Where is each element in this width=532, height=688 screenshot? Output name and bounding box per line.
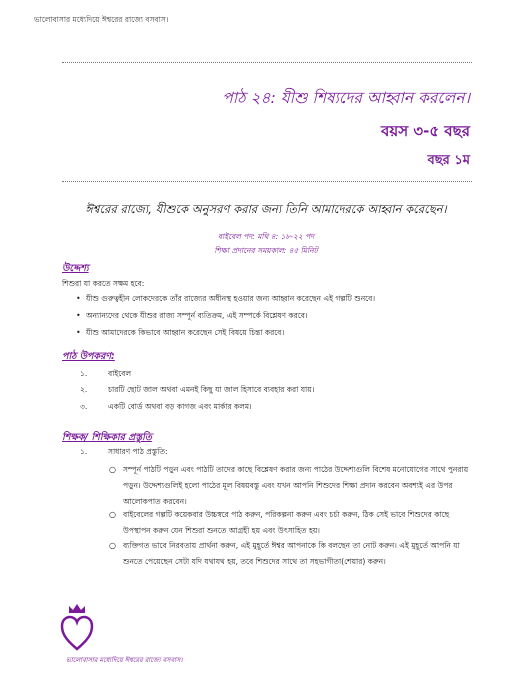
materials-heading: পাঠ উপকরণ: [62, 351, 115, 362]
bible-verse: বাইবেল পদ: মথি ৪: ১৮-২২ পদ [217, 232, 315, 241]
circle-bullet-icon: ○ [109, 465, 116, 474]
bullet-icon: • [76, 294, 81, 303]
bullet-icon: • [76, 311, 81, 320]
material-item: ১. বাইবেল [80, 369, 132, 378]
age-range: বয়স ৩-৫ বছর [381, 122, 470, 140]
footer-text: ভালোবাসার মধ্যেদিয়ে ঈশ্বরের রাজ্যে বসবাস। [66, 656, 183, 664]
preparation-heading: শিক্ষক/ শিক্ষিকার প্রস্তুতি [62, 432, 152, 443]
lesson-theme: ঈশ্বরের রাজ্যে, যীশুকে অনুসরণ করার জন্য তিনি আমাদেরকে আহ্বান করেছেন। [85, 202, 447, 216]
lesson-title: পাঠ ২৪: যীশু শিষ্যদের আহ্বান করলেন। [222, 89, 470, 107]
objectives-intro: শিশুরা যা করতে সক্ষম হবে: [62, 279, 145, 288]
divider-middle [62, 181, 472, 182]
objectives-heading: উদ্দেশ্য [62, 263, 89, 274]
objective-item: • যীশু গুরুত্বহীন লোকদেরকে তাঁর রাজ্যের অধীনস্থ হওয়ার জন্য আহ্বান করেছেন এই গল্পটি শুনবে। [76, 294, 376, 303]
year-label: বছর ১ম [427, 153, 470, 168]
divider-top [62, 62, 472, 63]
running-header: ভালোবাসার মধ্যেদিয়ে ঈশ্বরের রাজ্যে বসবাস। [34, 15, 169, 24]
lesson-duration: শিক্ষা প্রদানের সময়কাল: ৪৫ মিনিট [214, 246, 318, 255]
material-item: ৩. একটি বোর্ড অথবা বড় কাগজ এবং মার্কার কলম। [80, 402, 252, 411]
heart-crown-logo-icon [60, 603, 94, 653]
preparation-subitem: ○ সম্পূর্ন পাঠটি পড়ুন এবং পাঠটি তাদের কাছে বিশ্লেষণ করার জন্য পাঠের উদ্দেশ্যগুলি বিশেষ মনোযোগের সাথে পুনরায় পড়ুন। উদ্দেশ্যগুলিই হলো পাঠের মূল বিষয়বস্তু এবং যখন আপনি শিশুদের শিক্ষা প্রদান করবেন অবশ্যই এর উপর আলোকপাত করবেন। [123, 462, 478, 510]
preparation-subitem: ○ বাইবেলের গল্পটি কয়েকবার উচ্চস্বরে পাঠ করুন, পরিকল্পনা করুন এবং চর্চা করুন, ঠিক সেই ভাবে শিশুদের কাছে উপস্থাপন করুন যেন শিশুরা শুনতে আগ্রহী হয় এবং উৎসাহিত হয়। [123, 507, 478, 539]
material-item: ২. চারটি ছোট জাল অথবা এমনই কিছু যা জাল হিসাবে ব্যবহার করা যায়। [80, 385, 315, 394]
preparation-subitem: ○ ব্যক্তিগত ভাবে নিরবতায় প্রার্থনা করুন, এই মুহূর্তে ঈশ্বর আপনাকে কি বলছেন তা নোট করুন। এই মুহূর্তে আপনি যা শুনতে পেয়েছেন সেটা যদি যথাযথ হয়, তবে শিশুদের সাথে তা সহভাগীতা(শেয়ার) করুন। [123, 538, 478, 570]
circle-bullet-icon: ○ [109, 541, 116, 550]
objective-item: • যীশু আমাদেরকে কিভাবে আহ্বান করেছেন সেই বিষয়ে চিন্তা করবে। [76, 328, 285, 337]
preparation-item: ১. সাধারণ পাঠ প্রস্তুতি: [80, 447, 168, 456]
circle-bullet-icon: ○ [109, 510, 116, 519]
objective-item: • অন্যান্যদের থেকে যীশুর রাজ্য সম্পূর্ন ব্যতিক্রম, এই সম্পর্কে বিশ্লেষণ করবে। [76, 311, 308, 320]
bullet-icon: • [76, 328, 81, 337]
